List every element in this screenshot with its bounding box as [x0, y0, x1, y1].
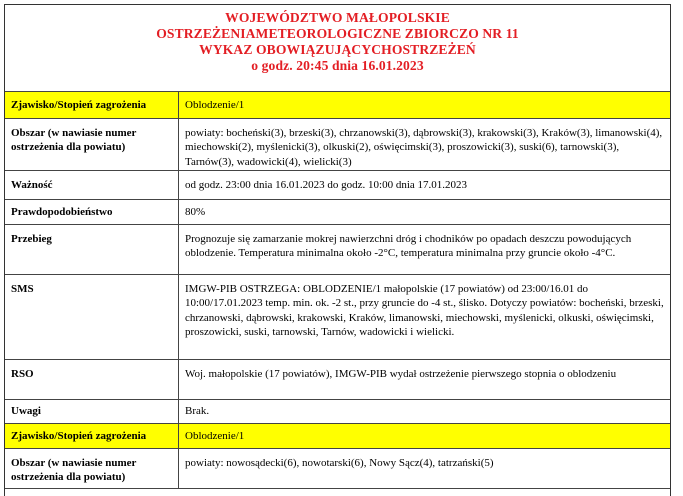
course-label: Przebieg: [5, 225, 179, 275]
sms-value: IMGW-PIB OSTRZEGA: OBLODZENIE/1 małopolskie (17 powiatów) od 23:00/16.01 do 10:00/17.01.2023 temp. min. ok. -2 st., przy gruncie do -4 st., ślisko. Dotyczy powiatów: bocheński, brzeski, chrzanowski, dąbrowski, krakowski, Kraków, limanowski, miechowski, myślenicki, olkuski, oświęcimski, proszowicki, suski, tarnowski, Tarnów, wadowicki i wielicki.: [179, 275, 672, 360]
phenomenon-value: Oblodzenie/1: [179, 92, 672, 119]
table-row-validity: [5, 171, 672, 200]
header-region-title: WOJEWÓDZTWO MAŁOPOLSKIE: [225, 10, 450, 25]
rso-value: Woj. małopolskie (17 powiatów), IMGW-PIB wydał ostrzeżenie pierwszego stopnia o oblodzeniu: [179, 360, 672, 400]
remarks-label: Uwagi: [5, 400, 179, 424]
remarks-value: Brak.: [179, 400, 672, 424]
probability-value: 80%: [179, 200, 672, 225]
table-row-area: [5, 119, 672, 171]
validity-label: Ważność: [5, 171, 179, 200]
table-row-phenomenon-2: [5, 424, 672, 449]
warnings-table: [4, 91, 671, 489]
phenomenon-value-2: Oblodzenie/1: [179, 424, 672, 449]
table-row-course: [5, 225, 672, 275]
phenomenon-label: Zjawisko/Stopień zagrożenia: [5, 92, 179, 119]
header-timestamp: o godz. 20:45 dnia 16.01.2023: [251, 58, 424, 73]
header-collective-warnings-title: OSTRZEŻENIAMETEOROLOGICZNE ZBIORCZO NR 11: [156, 26, 519, 41]
area-value-2: powiaty: nowosądecki(6), nowotarski(6), Nowy Sącz(4), tatrzański(5): [179, 449, 672, 489]
table-row-probability: [5, 200, 672, 225]
area-value: powiaty: bocheński(3), brzeski(3), chrzanowski(3), dąbrowski(3), krakowski(3), Kraków(3), limanowski(4), miechowski(2), myślenicki(3), olkuski(2), oświęcimski(3), proszowicki(3), suski(6), tarnowski(3), Tarnów(3), wadowicki(4), wielicki(3): [179, 119, 672, 171]
area-label: Obszar (w nawiasie numer ostrzeżenia dla powiatu): [5, 119, 179, 171]
area-label-2: Obszar (w nawiasie numer ostrzeżenia dla powiatu): [5, 449, 179, 489]
table-row-remarks: [5, 400, 672, 424]
sms-label: SMS: [5, 275, 179, 360]
table-row-area-2: [5, 449, 672, 489]
table-row-rso: [5, 360, 672, 400]
header-list-title: WYKAZ OBOWIĄZUJĄCYCHOSTRZEŻEŃ: [199, 42, 476, 57]
probability-label: Prawdopodobieństwo: [5, 200, 179, 225]
validity-value: od godz. 23:00 dnia 16.01.2023 do godz. 10:00 dnia 17.01.2023: [179, 171, 672, 200]
table-row-sms: [5, 275, 672, 360]
document-header: [5, 5, 670, 91]
table-row-phenomenon: [5, 92, 672, 119]
warnings-document: [4, 4, 671, 496]
rso-label: RSO: [5, 360, 179, 400]
course-value: Prognozuje się zamarzanie mokrej nawierzchni dróg i chodników po opadach deszczu powodujących oblodzenie. Temperatura minimalna około -2°C, temperatura minimalna przy gruncie około -4°C.: [179, 225, 672, 275]
phenomenon-label-2: Zjawisko/Stopień zagrożenia: [5, 424, 179, 449]
